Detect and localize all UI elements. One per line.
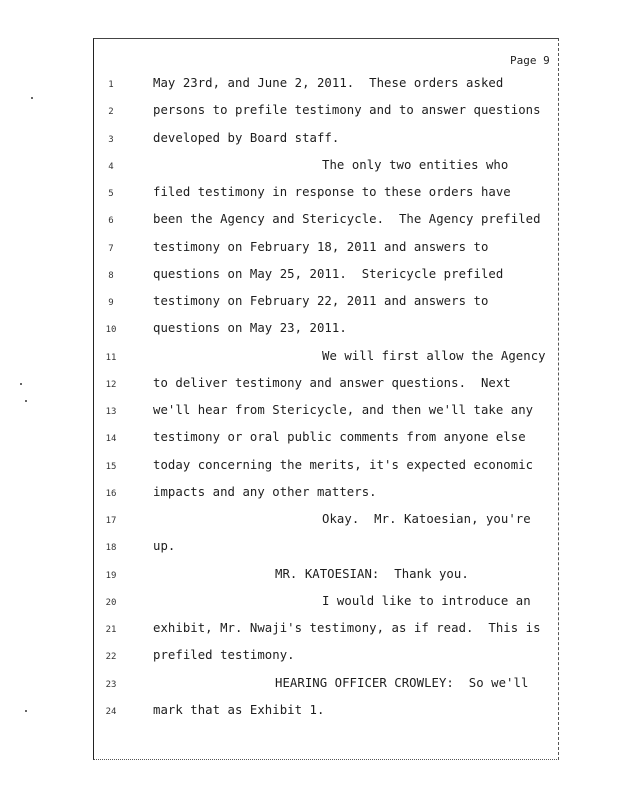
line-text: been the Agency and Stericycle. The Agency prefiled xyxy=(153,212,541,227)
line-number: 23 xyxy=(105,679,117,690)
transcript-line xyxy=(0,621,618,641)
line-number: 4 xyxy=(108,161,114,172)
line-text: we'll hear from Stericycle, and then we'll take any xyxy=(153,403,534,417)
margin-mark xyxy=(31,97,33,99)
line-text: The only two entities who xyxy=(322,157,509,172)
transcript-line xyxy=(0,185,618,205)
transcript-line xyxy=(0,676,618,696)
transcript-line xyxy=(0,594,618,614)
line-number: 2 xyxy=(108,107,114,118)
transcript-line xyxy=(0,539,618,559)
line-text: developed by Board staff. xyxy=(153,130,340,145)
transcript-line xyxy=(0,430,618,450)
line-number: 11 xyxy=(105,352,117,363)
line-number: 5 xyxy=(108,189,114,199)
page-number: Page 9 xyxy=(510,54,550,67)
line-text: persons to prefile testimony and to answer questions xyxy=(153,103,541,118)
line-text: to deliver testimony and answer questions. Next xyxy=(153,375,511,390)
line-number: 13 xyxy=(105,407,117,417)
line-number: 16 xyxy=(105,488,117,499)
transcript-line xyxy=(0,376,618,396)
line-text: filed testimony in response to these orders have xyxy=(153,185,511,199)
line-text: questions on May 25, 2011. Stericycle prefiled xyxy=(153,266,504,281)
transcript-line xyxy=(0,648,618,668)
line-text: testimony or oral public comments from anyone else xyxy=(153,430,526,445)
transcript-line xyxy=(0,458,618,478)
line-number: 24 xyxy=(105,706,117,717)
line-text: exhibit, Mr. Nwaji's testimony, as if read. This is xyxy=(153,621,541,635)
line-number: 18 xyxy=(105,543,117,554)
line-text: HEARING OFFICER CROWLEY: So we'll xyxy=(275,675,529,690)
transcript-line xyxy=(0,103,618,123)
line-number: 19 xyxy=(105,570,117,581)
line-number: 10 xyxy=(105,325,117,336)
line-number: 17 xyxy=(105,516,117,526)
line-text: prefiled testimony. xyxy=(153,648,295,663)
transcript-line xyxy=(0,267,618,287)
line-number: 15 xyxy=(105,461,117,472)
transcript-line xyxy=(0,567,618,587)
line-number: 20 xyxy=(105,597,117,608)
transcript-line xyxy=(0,512,618,532)
transcript-line xyxy=(0,703,618,723)
line-text: testimony on February 22, 2011 and answers to xyxy=(153,294,489,308)
margin-mark xyxy=(25,400,27,402)
line-number: 21 xyxy=(105,625,117,635)
line-number: 7 xyxy=(108,243,114,254)
line-text: impacts and any other matters. xyxy=(153,484,377,499)
line-number: 6 xyxy=(108,216,114,227)
transcript-line xyxy=(0,403,618,423)
line-number: 8 xyxy=(108,270,114,281)
line-text: I would like to introduce an xyxy=(322,593,531,608)
transcript-line xyxy=(0,485,618,505)
line-text: testimony on February 18, 2011 and answers to xyxy=(153,239,489,254)
transcript-line xyxy=(0,131,618,151)
line-text: We will first allow the Agency xyxy=(322,348,546,363)
transcript-line xyxy=(0,212,618,232)
margin-mark xyxy=(20,383,22,385)
transcript-line xyxy=(0,349,618,369)
transcript-line xyxy=(0,240,618,260)
line-number: 14 xyxy=(105,434,117,445)
line-text: Okay. Mr. Katoesian, you're xyxy=(322,512,531,526)
line-number: 3 xyxy=(108,134,114,145)
line-number: 1 xyxy=(108,80,114,90)
line-text: questions on May 23, 2011. xyxy=(153,321,347,336)
line-number: 12 xyxy=(105,379,117,390)
transcript-line xyxy=(0,294,618,314)
line-text: mark that as Exhibit 1. xyxy=(153,702,325,717)
line-text: MR. KATOESIAN: Thank you. xyxy=(275,566,469,581)
transcript-line xyxy=(0,158,618,178)
line-text: up. xyxy=(153,539,176,554)
line-number: 9 xyxy=(108,298,114,308)
transcript-line xyxy=(0,76,618,96)
line-text: today concerning the merits, it's expected economic xyxy=(153,457,534,472)
line-number: 22 xyxy=(105,652,117,663)
line-text: May 23rd, and June 2, 2011. These orders asked xyxy=(153,76,504,90)
transcript-line xyxy=(0,321,618,341)
margin-mark xyxy=(25,710,27,712)
